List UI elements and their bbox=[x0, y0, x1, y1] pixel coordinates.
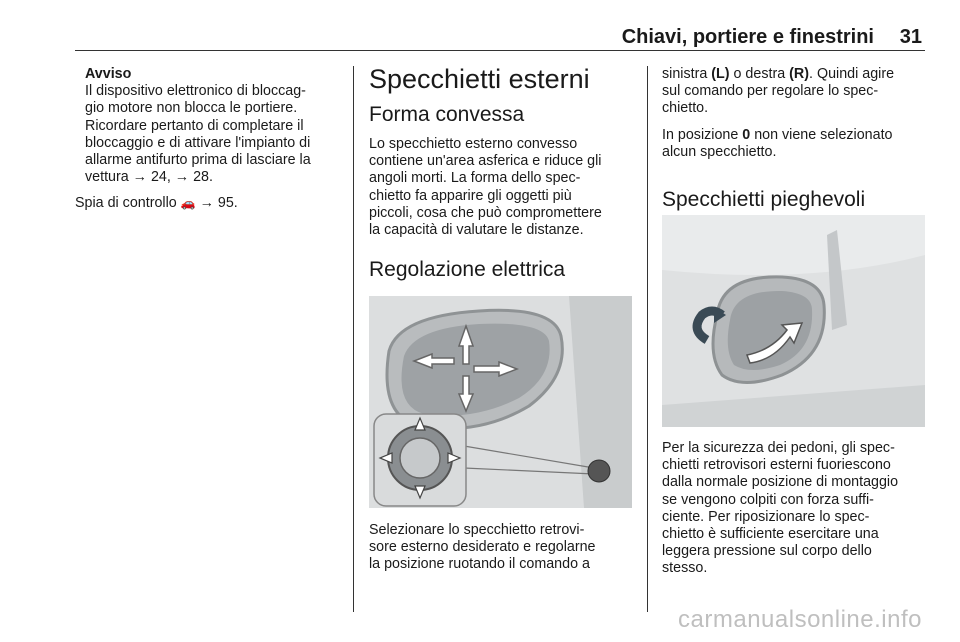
page-number: 31 bbox=[899, 26, 922, 48]
subheading-forma-convessa: Forma convessa bbox=[369, 103, 525, 126]
subheading-regolazione: Regolazione elettrica bbox=[369, 258, 566, 282]
notice-line: vettura → 24, → 28. bbox=[85, 169, 213, 186]
paragraph-line: leggera pressione sul corpo dello bbox=[662, 543, 872, 560]
header-rule bbox=[75, 50, 925, 51]
mirror-adjust-figure bbox=[369, 296, 632, 508]
paragraph-line: chietto è sufficiente esercitare una bbox=[662, 526, 879, 543]
mirror-adjust-illustration bbox=[369, 296, 632, 508]
paragraph-line: sinistra (L) o destra (R). Quindi agire bbox=[662, 66, 895, 82]
notice-box bbox=[75, 66, 345, 186]
folding-mirror-illustration bbox=[662, 215, 925, 427]
column-divider-2 bbox=[647, 66, 648, 612]
column-3 bbox=[662, 66, 932, 213]
subheading-pieghevoli: Specchietti pieghevoli bbox=[662, 188, 866, 212]
paragraph-line: piccoli, cosa che può compromettere bbox=[369, 204, 602, 221]
notice-line: gio motore non blocca le portiere. bbox=[85, 100, 298, 117]
spia-text bbox=[75, 195, 345, 212]
paragraph-line: angoli morti. La forma dello spec- bbox=[369, 170, 581, 187]
column-divider-1 bbox=[353, 66, 354, 612]
notice-line: Il dispositivo elettronico di bloccag- bbox=[85, 83, 306, 100]
watermark: carmanualsonline.info bbox=[678, 606, 922, 633]
car-lock-icon: 🚗 bbox=[180, 196, 196, 211]
paragraph-line: stesso. bbox=[662, 560, 708, 577]
paragraph-line: sul comando per regolare lo spec- bbox=[662, 83, 879, 100]
column-2-lower bbox=[369, 522, 639, 574]
paragraph-line: se vengono colpiti con forza suffi- bbox=[662, 491, 874, 508]
paragraph-line: la posizione ruotando il comando a bbox=[369, 556, 590, 573]
notice-line: allarme antifurto prima di lasciare la bbox=[85, 152, 311, 169]
notice-line: bloccaggio e di attivare l'impianto di bbox=[85, 134, 311, 151]
column-2 bbox=[369, 64, 639, 283]
paragraph-line: la capacità di valutare le distanze. bbox=[369, 222, 584, 239]
paragraph-line: Per la sicurezza dei pedoni, gli spec- bbox=[662, 440, 895, 456]
paragraph-line: alcun specchietto. bbox=[662, 143, 777, 160]
section-heading: Specchietti esterni bbox=[369, 64, 590, 94]
header-title: Chiavi, portiere e finestrini bbox=[621, 26, 874, 48]
paragraph-line: dalla normale posizione di montaggio bbox=[662, 474, 899, 491]
paragraph-line: sore esterno desiderato e regolarne bbox=[369, 539, 596, 556]
notice-line: Ricordare pertanto di completare il bbox=[85, 117, 304, 134]
paragraph-line: chietti retrovisori esterni fuoriescono bbox=[662, 457, 891, 474]
paragraph-line: chietto. bbox=[662, 100, 709, 117]
folding-mirror-figure bbox=[662, 215, 925, 427]
spia-label: Spia di controllo bbox=[75, 195, 181, 212]
notice-title: Avviso bbox=[85, 66, 132, 82]
spia-ref: → 95. bbox=[195, 195, 238, 212]
column-3-lower bbox=[662, 440, 932, 578]
paragraph-line: In posizione 0 non viene selezionato bbox=[662, 126, 893, 143]
paragraph-line: ciente. Per riposizionare lo spec- bbox=[662, 508, 870, 525]
paragraph-line: Selezionare lo specchietto retrovi- bbox=[369, 522, 585, 538]
column-1 bbox=[75, 66, 345, 213]
paragraph-line: chietto fa apparire gli oggetti più bbox=[369, 187, 572, 204]
paragraph-line: contiene un'area asferica e riduce gli bbox=[369, 153, 602, 170]
paragraph-line: Lo specchietto esterno convesso bbox=[369, 136, 578, 152]
